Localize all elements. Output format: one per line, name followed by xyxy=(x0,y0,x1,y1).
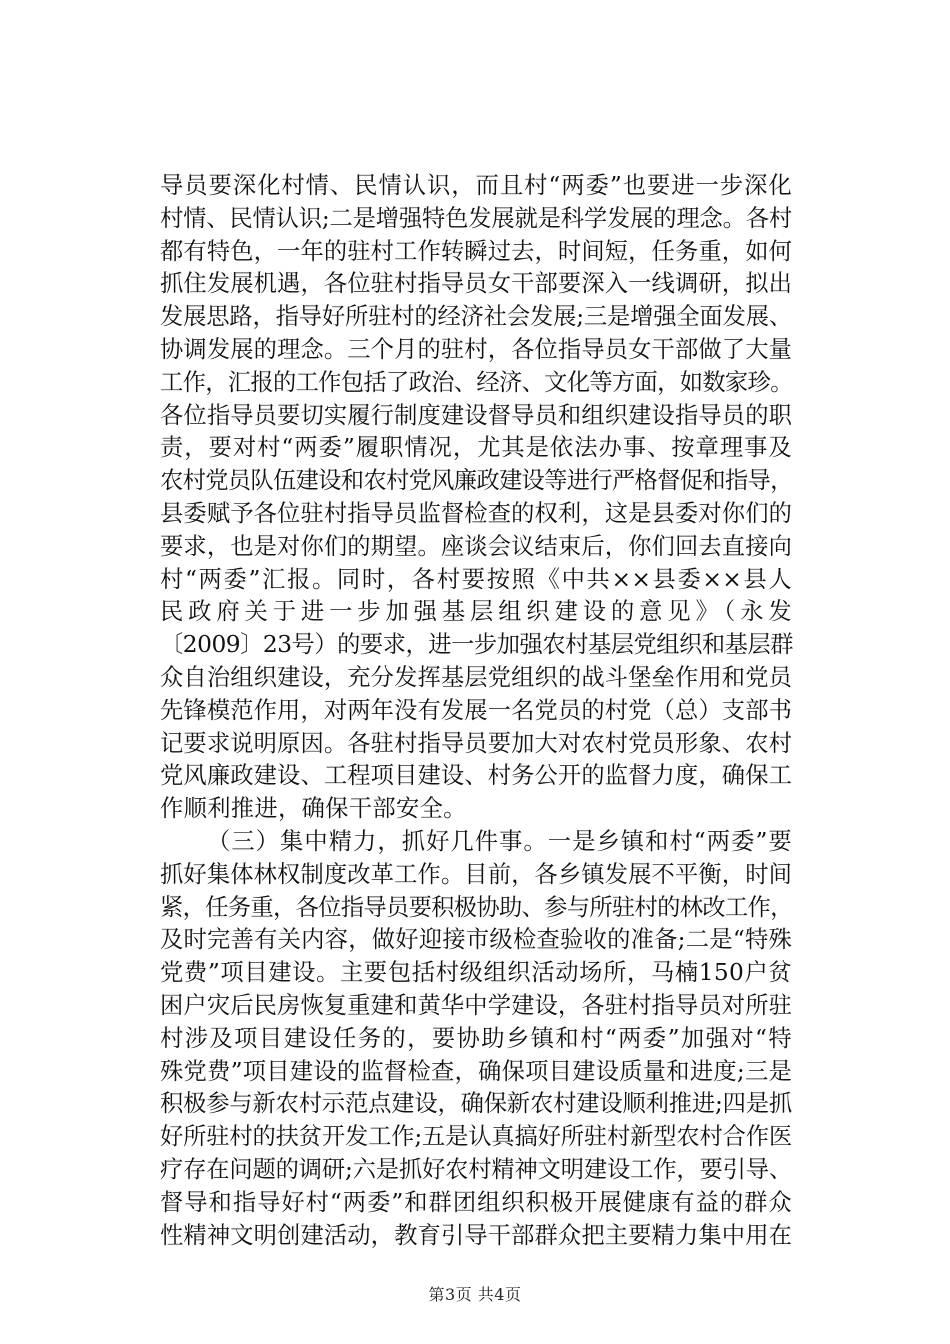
paragraph-1 xyxy=(160,170,792,826)
text-line: 发展思路，指导好所驻村的经济社会发展;三是增强全面发展、 xyxy=(160,303,792,331)
text-line: 积极参与新农村示范点建设，确保新农村建设顺利推进;四是抓 xyxy=(160,1090,792,1118)
text-line: 农村党员队伍建设和农村党风廉政建设等进行严格督促和指导， xyxy=(160,467,793,495)
text-line: 协调发展的理念。三个月的驻村，各位指导员女干部做了大量 xyxy=(160,335,792,363)
text-line: 导员要深化村情、民情认识，而且村“两委”也要进一步深化 xyxy=(160,172,792,199)
text-line: 村“两委”汇报。同时，各村要按照《中共××县委××县人 xyxy=(160,565,792,593)
text-line: 先锋模范作用，对两年没有发展一名党员的村党（总）支部书 xyxy=(160,696,792,724)
text-line: 殊党费”项目建设的监督检查，确保项目建设质量和进度;三是 xyxy=(160,1057,792,1085)
text-line: 都有特色，一年的驻村工作转瞬过去，时间短，任务重，如何 xyxy=(160,237,792,265)
text-line: 性精神文明创建活动，教育引导干部群众把主要精力集中用在 xyxy=(160,1221,792,1249)
text-line: 党风廉政建设、工程项目建设、村务公开的监督力度，确保工 xyxy=(160,762,792,790)
text-line: 督导和指导好村“两委”和群团组织积极开展健康有益的群众 xyxy=(160,1188,792,1216)
text-line: 及时完善有关内容，做好迎接市级检查验收的准备;二是“特殊 xyxy=(160,926,792,954)
text-line: 疗存在问题的调研;六是抓好农村精神文明建设工作，要引导、 xyxy=(160,1155,792,1183)
text-line: 要求，也是对你们的期望。座谈会议结束后，你们回去直接向 xyxy=(160,532,792,560)
text-line: 抓好集体林权制度改革工作。目前，各乡镇发展不平衡，时间 xyxy=(160,860,792,888)
text-line: 责，要对村“两委”履职情况，尤其是依法办事、按章理事及 xyxy=(160,434,792,462)
text-line: 紧，任务重，各位指导员要积极协助、参与所驻村的林改工作， xyxy=(160,893,793,921)
text-line: 村涉及项目建设任务的，要协助乡镇和村“两委”加强对“特 xyxy=(160,1024,792,1052)
text-line: 工作，汇报的工作包括了政治、经济、文化等方面，如数家珍。 xyxy=(160,368,793,396)
text-line: （三）集中精力，抓好几件事。一是乡镇和村“两委”要 xyxy=(207,827,792,855)
text-line: 众自治组织建设，充分发挥基层党组织的战斗堡垒作用和党员 xyxy=(160,663,792,691)
text-line: 民政府关于进一步加强基层组织建设的意见》（永发 xyxy=(160,598,792,626)
paragraph-2 xyxy=(160,826,792,1252)
text-line: 困户灾后民房恢复重建和黄华中学建设，各驻村指导员对所驻 xyxy=(160,991,792,1019)
text-line: 村情、民情认识;二是增强特色发展就是科学发展的理念。各村 xyxy=(160,204,792,232)
document-body xyxy=(160,170,792,1252)
text-line: 抓住发展机遇，各位驻村指导员女干部要深入一线调研，拟出 xyxy=(160,270,792,298)
text-line: 作顺利推进，确保干部安全。 xyxy=(160,795,467,823)
text-line: 好所驻村的扶贫开发工作;五是认真搞好所驻村新型农村合作医 xyxy=(160,1123,792,1151)
text-line: 各位指导员要切实履行制度建设督导员和组织建设指导员的职 xyxy=(160,401,792,429)
text-line: 〔2009〕23号）的要求，进一步加强农村基层党组织和基层群 xyxy=(160,631,794,659)
text-line: 记要求说明原因。各驻村指导员要加大对农村党员形象、农村 xyxy=(160,729,792,757)
text-line: 党费”项目建设。主要包括村级组织活动场所，马楠150户贫 xyxy=(160,959,792,987)
text-line: 县委赋予各位驻村指导员监督检查的权利，这是县委对你们的 xyxy=(160,499,792,527)
page-number-footer: 第3页 共4页 xyxy=(428,1285,522,1304)
